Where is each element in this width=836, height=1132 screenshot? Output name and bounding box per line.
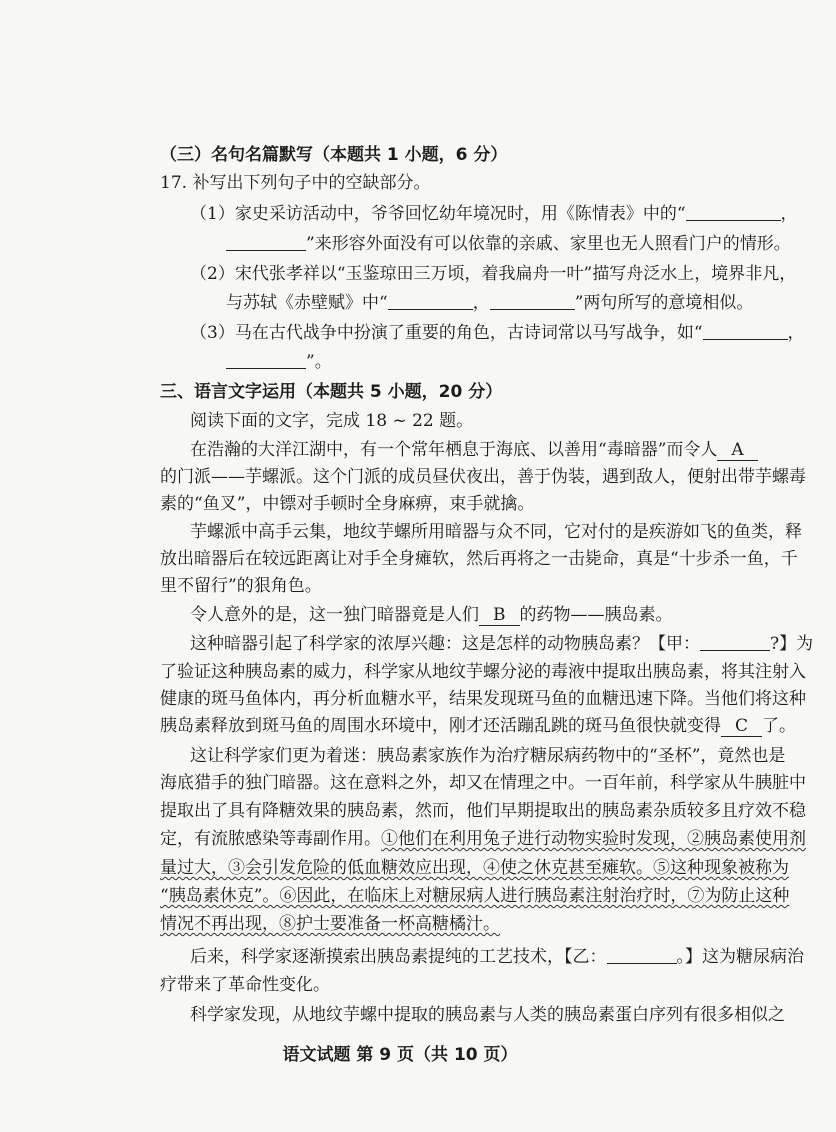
passage-p5-line5: 量过大，③会引发危险的低血糖效应出现，④使之休克甚至瘫软。⑤这种现象被称为 — [160, 858, 789, 878]
answer-blank[interactable] — [226, 351, 306, 369]
passage-text: 令人意外的是，这一独门暗器竟是人们 — [190, 605, 479, 625]
q17-item-3-number: （3） — [190, 323, 235, 343]
passage-p2-line1: 芋螺派中高手云集，地纹芋螺所用暗器与众不同，它对付的是疾游如飞的鱼类，释 — [190, 522, 802, 542]
blank-A[interactable]: A — [717, 440, 757, 461]
reading-instruction: 阅读下面的文字，完成 18 ~ 22 题。 — [190, 411, 474, 431]
passage-p4-line1 — [190, 632, 814, 656]
passage-p5-line6: “胰岛素休克”。⑥因此，在临床上对糖尿病人进行胰岛素注射治疗时，⑦为防止这种 — [160, 886, 790, 906]
passage-p1-line2: 的门派——芋螺派。这个门派的成员昼伏夜出，善于伪装，遇到敌人，便射出带芋螺毒 — [160, 467, 806, 487]
answer-blank[interactable] — [226, 233, 306, 251]
question-17 — [160, 171, 770, 195]
q17-item-1-line1 — [190, 202, 800, 226]
question-17-prompt: 补写出下列句子中的空缺部分。 — [192, 173, 431, 193]
comma: ， — [787, 323, 805, 343]
passage-text: 在浩瀚的大洋江湖中，有一个常年栖息于海底、以善用“毒暗器”而令人 — [190, 440, 718, 460]
passage-text: ?】为 — [770, 634, 814, 654]
passage-p5-line2: 海底猎手的独门暗器。这在意料之外，却又在情理之中。一百年前，科学家从牛胰脏中 — [160, 773, 806, 793]
comma: ， — [780, 204, 798, 224]
q17-item-3-text: 马在古代战争中扮演了重要的角色，古诗词常以马写战争，如“ — [234, 323, 703, 343]
q17-item-2-line1 — [190, 262, 800, 286]
q17-item-1-text-cont: ”来形容外面没有可以依靠的亲戚、家里也无人照看门户的情形。 — [306, 234, 791, 254]
question-17-number: 17. — [160, 173, 188, 193]
blank-jia[interactable] — [700, 633, 770, 651]
q17-item-2-text: 宋代张孝祥以“玉鉴琼田三万顷，着我扁舟一叶”描写舟泛水上，境界非凡， — [234, 264, 797, 284]
passage-p5-line7: 情况不再出现，⑧护士要准备一杯高糖橘汁。 — [160, 914, 500, 934]
passage-p4-line2: 了验证这种胰岛素的威力，科学家从地纹芋螺分泌的毒液中提取出胰岛素，将其注射入 — [160, 662, 806, 682]
q17-item-3-text-end: ”。 — [306, 352, 332, 372]
passage-p6-line2: 疗带来了革命性变化。 — [160, 975, 330, 995]
passage-p2-line2: 放出暗器后在较远距离让对手全身瘫软，然后再将之一击毙命，真是“十步杀一鱼，千 — [160, 549, 798, 569]
passage-p4-line4 — [160, 714, 797, 738]
blank-B[interactable]: B — [479, 605, 520, 626]
answer-blank[interactable] — [388, 292, 473, 310]
passage-text: 这种暗器引起了科学家的浓厚兴趣：这是怎样的动物胰岛素？【甲： — [190, 634, 700, 654]
answer-blank[interactable] — [490, 292, 575, 310]
answer-blank[interactable] — [686, 203, 781, 221]
passage-text: 定，有流脓感染等毒副作用。 — [160, 829, 381, 849]
passage-p3 — [190, 603, 800, 627]
passage-p4-line3: 健康的斑马鱼体内，再分析血糖水平，结果发现斑马鱼的血糖迅速下降。当他们将这种 — [160, 689, 806, 709]
passage-text: 了。 — [762, 716, 797, 736]
blank-C[interactable]: C — [721, 716, 762, 737]
passage-text: 后来，科学家逐渐摸索出胰岛素提纯的工艺技术，【乙： — [190, 947, 607, 967]
part-3-heading: 三、语言文字运用（本题共 5 小题，20 分） — [160, 382, 503, 402]
q17-item-3-line1 — [190, 321, 805, 345]
q17-item-3-line2 — [226, 350, 836, 374]
q17-item-2-line2 — [226, 291, 836, 315]
wavy-underlined-text: ①他们在利用兔子进行动物实验时发现，②胰岛素使用剂 — [381, 829, 806, 849]
answer-blank[interactable] — [703, 322, 788, 340]
passage-p2-line3: 里不留行”的狠角色。 — [160, 576, 322, 596]
passage-text: 的药物——胰岛素。 — [519, 605, 673, 625]
q17-item-2-number: （2） — [190, 264, 235, 284]
q17-item-1-line2 — [226, 232, 836, 256]
page-footer: 语文试题 第 9 页（共 10 页） — [282, 1045, 518, 1065]
section-heading-famous-lines: （三）名句名篇默写（本题共 1 小题，6 分） — [160, 145, 508, 165]
blank-yi[interactable] — [607, 946, 677, 964]
comma: ， — [472, 293, 490, 313]
q17-item-1-text: 家史采访活动中，爷爷回忆幼年境况时，用《陈情表》中的“ — [234, 204, 686, 224]
passage-p5-line3: 提取出了具有降糖效果的胰岛素，然而，他们早期提取出的胰岛素杂质较多且疗效不稳 — [160, 801, 806, 821]
passage-p6-line1 — [190, 945, 804, 969]
passage-p1-line3: 素的“鱼叉”，中镖对手顿时全身麻痹，束手就擒。 — [160, 494, 535, 514]
passage-p5-line4 — [160, 827, 806, 851]
passage-text: 胰岛素释放到斑马鱼的周围水环境中，刚才还活蹦乱跳的斑马鱼很快就变得 — [160, 716, 721, 736]
passage-p5-line1: 这让科学家们更为着迷：胰岛素家族作为治疗糖尿病药物中的“圣杯”，竟然也是 — [190, 746, 786, 766]
passage-text: 。】这为糖尿病治 — [676, 947, 804, 967]
q17-item-2-text-cont: 与苏轼《赤壁赋》中“ — [226, 293, 388, 313]
passage-p7-line1: 科学家发现，从地纹芋螺中提取的胰岛素与人类的胰岛素蛋白序列有很多相似之 — [190, 1005, 785, 1025]
q17-item-1-number: （1） — [190, 204, 235, 224]
passage-p1-line1 — [190, 438, 800, 462]
q17-item-2-text-end: ”两句所写的意境相似。 — [574, 293, 754, 313]
